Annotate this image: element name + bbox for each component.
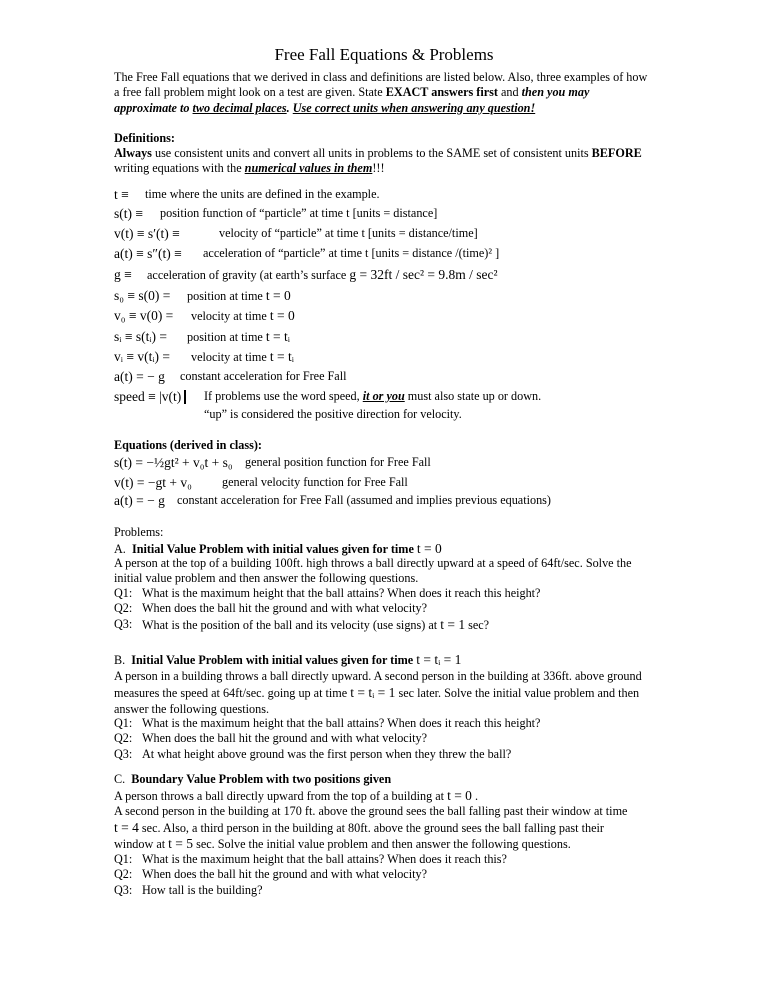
problem-c-line1: A person throws a ball directly upward from the top of a building at t = 0 . <box>114 788 479 803</box>
question: Q1: What is the maximum height that the ball attains? When does it reach this? <box>114 852 507 866</box>
definitions-paragraph: Always use consistent units and convert all units in problems to the SAME set of consistent units BEFORE writing equations with the numerical values in them!!! <box>114 146 642 176</box>
question: Q3: How tall is the building? <box>114 882 263 897</box>
problem-b-text: A person in a building throws a ball directly upward. A second person in the building at 336ft. above ground measures the speed at 64ft/sec. going up at time t = tᵢ = 1 sec later. Solve the initial value problem and then answer the following questions. <box>114 669 642 716</box>
abs-bar <box>184 390 186 404</box>
problem-a-text: A person at the top of a building 100ft. high throws a ball directly upward at a speed of 64ft/sec. Solve the initial value problem and then answer the following questions. <box>114 556 632 586</box>
def-gravity: g ≡ acceleration of gravity (at earth’s surface g = 32ft / sec² = 9.8m / sec² <box>114 267 498 282</box>
def-speed-note: “up” is considered the positive direction for velocity. <box>204 407 462 421</box>
intro-underlined-1: two decimal places <box>192 100 287 115</box>
equations-heading: Equations (derived in class): <box>114 438 262 452</box>
problem-a-heading: A. Initial Value Problem with initial values given for time t = 0 <box>114 541 442 556</box>
def-speed: speed ≡ |v(t) If problems use the word speed, it or you must also state up or down. <box>114 389 542 404</box>
def-s0: s₀ ≡ s(0) = position at time t = 0 <box>114 288 291 303</box>
eq-acceleration: a(t) = − g constant acceleration for Free Fall (assumed and implies previous equations) <box>114 493 551 508</box>
def-t: t ≡ time where the units are defined in the example. <box>114 187 380 202</box>
eq-velocity: v(t) = −gt + v₀ general velocity function for Free Fall <box>114 475 408 490</box>
def-velocity: v(t) ≡ s′(t) ≡ velocity of “particle” at time t [units = distance/time] <box>114 226 478 241</box>
problem-a-questions <box>114 586 654 633</box>
problem-c-line2: A second person in the building at 170 ft. above the ground sees the ball falling past their window at time <box>114 804 628 818</box>
intro-bold-italic: then you may approximate to <box>114 85 590 115</box>
def-v0: v₀ ≡ v(0) = velocity at time t = 0 <box>114 308 295 323</box>
def-position: s(t) ≡ position function of “particle” at time t [units = distance] <box>114 206 438 221</box>
question: Q2: When does the ball hit the ground and with what velocity? <box>114 601 427 616</box>
eq-position: s(t) = −½gt² + v₀t + s₀ general position function for Free Fall <box>114 455 431 470</box>
question: Q2: When does the ball hit the ground and with what velocity? <box>114 867 427 882</box>
intro-underlined-2: Use correct units when answering any question! <box>292 100 536 115</box>
intro-text: The Free Fall equations that we derived in class and definitions are listed below. Also, three examples of how a free fall problem might look on a test are given. State <box>114 70 648 100</box>
problem-c-line4: window at t = 5 sec. Solve the initial value problem and then answer the following questions. <box>114 836 571 851</box>
question: Q1: What is the maximum height that the ball attains? When does it reach this height? <box>114 716 541 730</box>
problem-b-questions <box>114 716 654 762</box>
problem-c-heading: C. Boundary Value Problem with two positions given <box>114 772 392 786</box>
intro-paragraph <box>114 70 654 116</box>
question: Q1: What is the maximum height that the ball attains? When does it reach this height? <box>114 586 541 600</box>
problem-c-questions <box>114 852 654 898</box>
problem-c-line3: t = 4 sec. Also, a third person in the building at 80ft. above the ground sees the ball falling past their <box>114 820 604 835</box>
def-si: sᵢ ≡ s(tᵢ) = position at time t = tᵢ <box>114 329 290 344</box>
def-acceleration: a(t) ≡ s″(t) ≡ acceleration of “particle” at time t [units = distance /(time)² ] <box>114 246 500 261</box>
def-vi: vᵢ ≡ v(tᵢ) = velocity at time t = tᵢ <box>114 349 294 364</box>
intro-text-2: and <box>497 85 522 100</box>
definitions-heading: Definitions: <box>114 131 175 145</box>
problems-label: Problems: <box>114 525 164 539</box>
page-title: Free Fall Equations & Problems <box>274 45 494 64</box>
problem-b-heading: B. Initial Value Problem with initial values given for time t = tᵢ = 1 <box>114 652 462 667</box>
def-a: a(t) = − g constant acceleration for Free Fall <box>114 369 347 384</box>
question: Q3: At what height above ground was the first person when they threw the ball? <box>114 746 512 761</box>
intro-text-3: . <box>286 100 293 115</box>
intro-bold: EXACT answers first <box>385 85 498 100</box>
question: Q3: What is the position of the ball and its velocity (use signs) at t = 1 sec? <box>114 616 490 632</box>
question: Q2: When does the ball hit the ground and with what velocity? <box>114 731 427 746</box>
